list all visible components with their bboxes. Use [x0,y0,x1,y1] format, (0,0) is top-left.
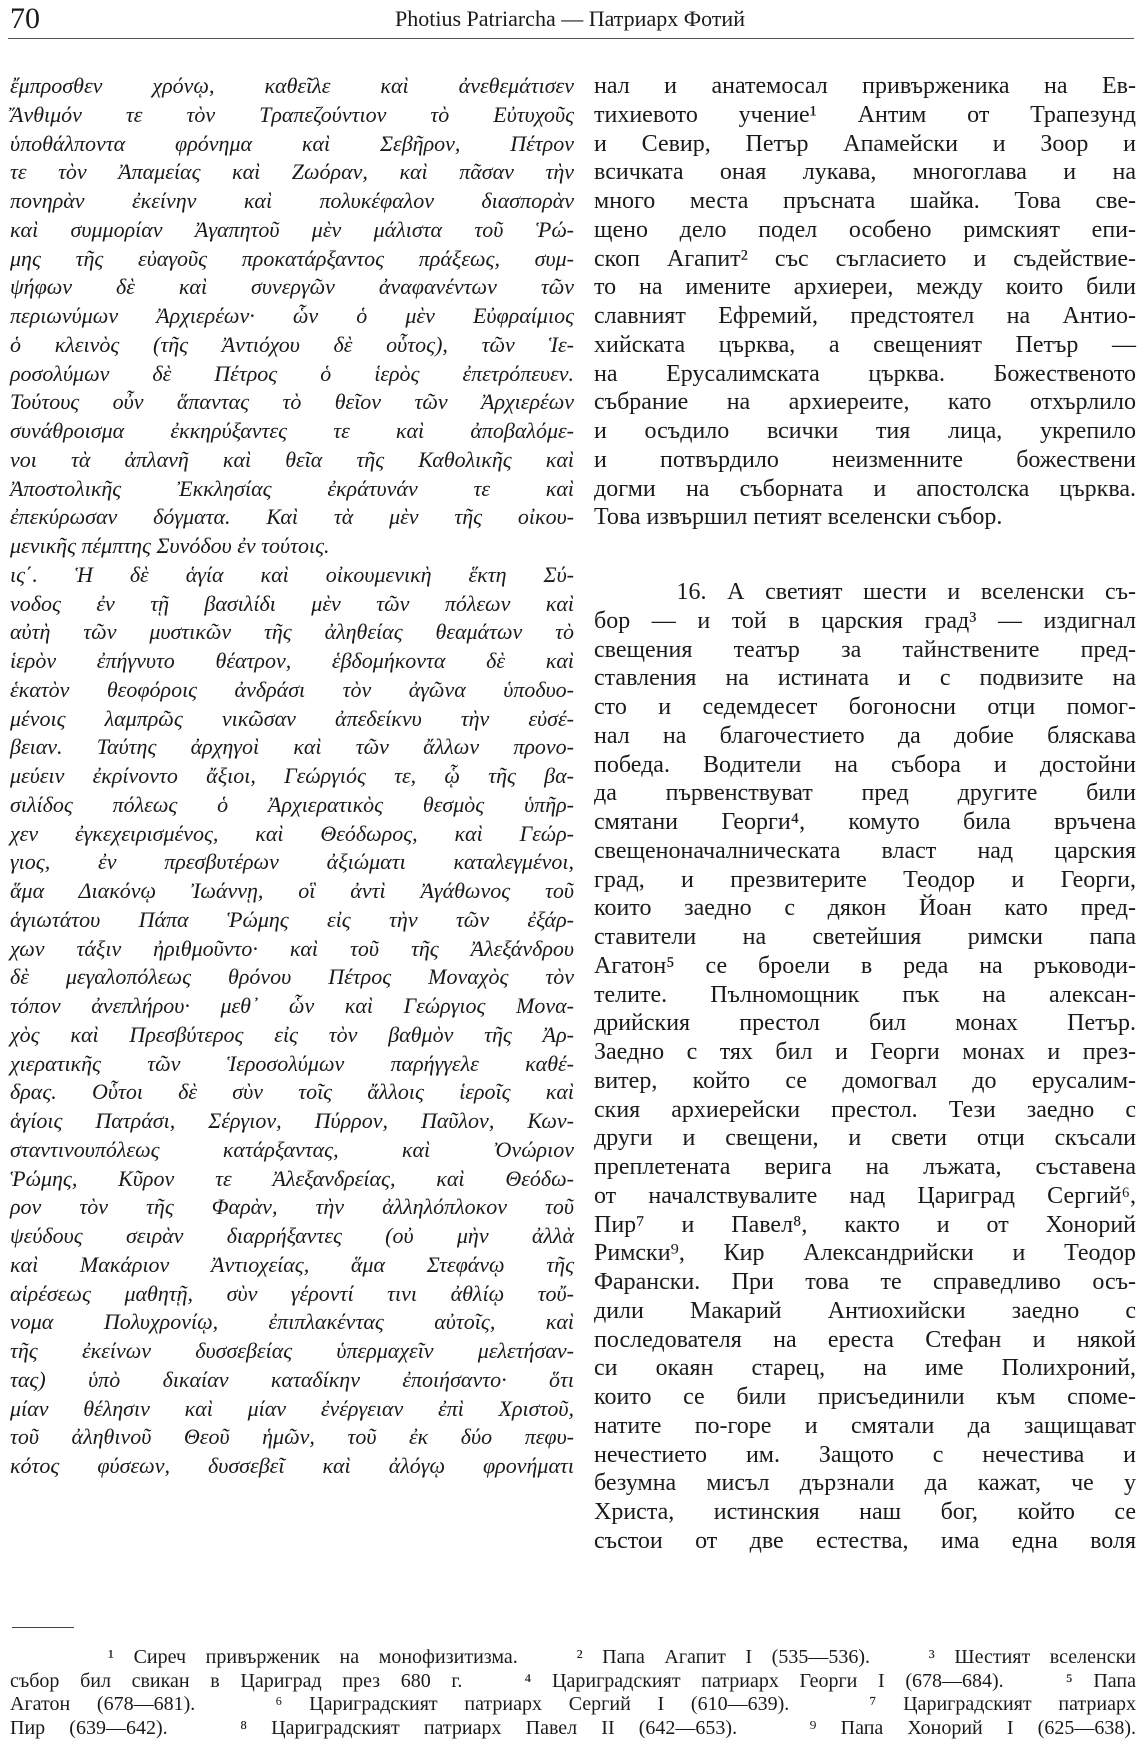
translation-line: от началствувалите над Цариград Сергий⁶, [594,1182,1136,1211]
greek-text-line: αὐτὴ τῶν μυστικῶν τῆς ἀληθείας θεαμάτων τὸ [10,618,574,647]
greek-text-line: δὲ μεγαλοπόλεως θρόνου Πέτρος Μοναχὸς τὸν [10,963,574,992]
greek-text-line: γιος, ἐν πρεσβυτέρων ἀξιώματι καταλεγμένοι, [10,848,574,877]
greek-text-line: ἁγίοις Πατράσι, Σέργιον, Πύρρον, Παῦλον, Κων- [10,1107,574,1136]
greek-text-line: ροσολύμων δὲ Πέτρος ὁ ἱερὸς ἐπετρόπευεν. [10,360,574,389]
greek-text-line: ις΄. Ἡ δὲ ἁγία καὶ οἰκουμενικὴ ἕκτη Σύ- [10,561,574,590]
greek-text-column [10,72,574,1481]
translation-line: Христа, истинския наш бог, който се [594,1498,1136,1527]
translation-line: дили Макарий Антиохийски заедно с [594,1297,1136,1326]
greek-text-line: ἑκατὸν θεοφόροις ἀνδράσι τὸν ἀγῶνα ὑποδυο- [10,676,574,705]
translation-line: телите. Пълномощник пък на алексан- [594,981,1136,1010]
translation-line: свещения театър за тайнствените пред- [594,636,1136,665]
translation-line: хийската църква, а свещеният Петър — [594,331,1136,360]
greek-text-line: ἱερὸν ἐπήγνυτο θέατρον, ἑβδομήκοντα δὲ καὶ [10,647,574,676]
translation-line: нал и анатемосал привърженика на Ев- [594,72,1136,101]
greek-text-line: περιωνύμων Ἀρχιερέων· ὧν ὁ μὲν Εὐφραίμιος [10,302,574,331]
greek-text-line: νοδος ἐν τῇ βασιλίδι μὲν τῶν πόλεων καὶ [10,590,574,619]
greek-text-line: ἔμπροσθεν χρόνῳ, καθεῖλε καὶ ἀνεθεμάτισεν [10,72,574,101]
translation-line: и Севир, Петър Апамейски и Зоор и [594,130,1136,159]
translation-line: Фарански. При това те справедливо осъ- [594,1268,1136,1297]
paragraph [594,72,1136,532]
greek-text-line: χὸς καὶ Πρεσβύτερος εἰς τὸν βαθμὸν τῆς Ἀρ- [10,1021,574,1050]
greek-text-line: κότος φύσεων, δυσσεβεῖ καὶ ἀλόγῳ φρονήματι [10,1452,574,1481]
greek-text-line: χων τάξιν ἠριθμοῦντο· καὶ τοῦ τῆς Ἀλεξάνδρου [10,935,574,964]
header-rule [8,38,1134,39]
greek-text-line: σιλίδος πόλεως ὁ Ἀρχιερατικὸς θεσμὸς ὑπῆρ- [10,791,574,820]
greek-text-line: ἁγιωτάτου Πάπα Ῥώμης εἰς τὴν τῶν ἐξάρ- [10,906,574,935]
translation-line: бор — и той в царския град³ — издигнал [594,607,1136,636]
translation-line: нал на благочестието да добие бляскава [594,722,1136,751]
translation-line: витер, който се домогвал до ерусалим- [594,1067,1136,1096]
translation-line: Това извършил петият вселенски събор. [594,503,1136,532]
translation-line: Римски⁹, Кир Александрийски и Теодор [594,1239,1136,1268]
translation-line: безумна мисъл дързнали да кажат, че у [594,1469,1136,1498]
greek-text-line: χεν ἐγκεχειρισμένος, καὶ Θεόδωρος, καὶ Γεώρ- [10,820,574,849]
translation-line: ския архиерейски престол. Тези заедно с [594,1096,1136,1125]
translation-line: славният Ефремий, предстоятел на Антио- [594,302,1136,331]
translation-line: всичката оная лукава, многоглава и на [594,158,1136,187]
translation-line: преплетената верига на лъжата, съставена [594,1153,1136,1182]
greek-text-line: ψεύδους σειρὰν διαρρήξαντες (οὐ μὴν ἀλλὰ [10,1222,574,1251]
bulgarian-translation-column [594,72,1136,1556]
running-title: Photius Patriarcha — Патриарх Фотий [0,6,1140,32]
translation-line: и осъдило всички тия лица, укрепило [594,417,1136,446]
greek-text-line: ψήφων δὲ καὶ συνεργῶν ἀναφανέντων τῶν [10,273,574,302]
page-number: 70 [10,2,40,36]
greek-text-line: μίαν θέλησιν καὶ μίαν ἐνέργειαν ἐπὶ Χριστοῦ, [10,1395,574,1424]
translation-line: то на имените архиереи, между които били [594,273,1136,302]
translation-line: натите по-горе и смятали да защищават [594,1412,1136,1441]
translation-line: на Ерусалимската църква. Божественото [594,360,1136,389]
greek-text-line: δρας. Οὗτοι δὲ σὺν τοῖς ἄλλοις ἱεροῖς καὶ [10,1078,574,1107]
greek-text-line: μεύειν ἐκρίνοντο ἄξιοι, Γεώργιός τε, ᾧ τῆς βα- [10,762,574,791]
translation-line: които заедно с дякон Йоан като пред- [594,894,1136,923]
translation-line: ставители на светейшия римски папа [594,923,1136,952]
translation-line: свещеноначалническата власт над царския [594,837,1136,866]
greek-text-line: Ῥώμης, Κῦρον τε Ἀλεξανδρείας, καὶ Θεόδω- [10,1165,574,1194]
greek-text-line: Ἀποστολικῆς Ἐκκλησίας ἐκράτυνάν τε καὶ [10,475,574,504]
greek-text-line: ἐπεκύρωσαν δόγματα. Καὶ τὰ μὲν τῆς οἰκου- [10,503,574,532]
greek-text-line: μης τῆς εὐαγοῦς προκατάρξαντος πράξεως, συμ- [10,245,574,274]
translation-line: щено дело подел особено римският епи- [594,216,1136,245]
translation-line: да първенствуват пред другите били [594,779,1136,808]
translation-line: състои от две естества, има една воля [594,1527,1136,1556]
translation-line: много места пръсната шайка. Това све- [594,187,1136,216]
greek-text-line: τοῦ ἀληθινοῦ Θεοῦ ἡμῶν, τοῦ ἐκ δύο πεφυ- [10,1423,574,1452]
translation-line: тихиевото учение¹ Антим от Трапезунд [594,101,1136,130]
translation-line: Пир⁷ и Павел⁸, както и от Хонорий [594,1211,1136,1240]
greek-text-line: ἅμα Διακόνῳ Ἰωάννῃ, οἳ ἀντὶ Ἀγάθωνος τοῦ [10,877,574,906]
paragraph [594,578,1136,1556]
translation-line: други и свещени, и свети отци скъсали [594,1124,1136,1153]
footnote-line: ¹ Сиреч привърженик на монофизитизма. ² Папа Агапит I (535—536). ³ Шестият вселенски [10,1646,1136,1670]
greek-text-line: τας) ὑπὸ δικαίαν καταδίκην ἐποιήσαντο· ὅτι [10,1366,574,1395]
translation-line: които се били присъединили към споме- [594,1383,1136,1412]
footnote-line: Агатон (678—681). ⁶ Цариградският патриарх Сергий I (610—639). ⁷ Цариградският патриарх [10,1693,1136,1717]
greek-text-line: χιερατικῆς τῶν Ἱεροσολύμων παρήγγελε καθέ- [10,1050,574,1079]
greek-text-line: μενικῆς πέμπτης Συνόδου ἐν τούτοις. [10,532,574,561]
translation-line: и потвърдило неизменните божествени [594,446,1136,475]
translation-line: догми на съборната и апостолска църква. [594,475,1136,504]
footnote-line: Пир (639—642). ⁸ Цариградският патриарх Павел II (642—653). ⁹ Папа Хонорий I (625—638). [10,1717,1136,1740]
greek-text-line: πονηρὰν ἐκείνην καὶ πολυκέφαλον διασπορὰν [10,187,574,216]
translation-line: ставления на истината и с подвизите на [594,664,1136,693]
greek-text-line: σταντινουπόλεως κατάρξαντας, καὶ Ὀνώριον [10,1136,574,1165]
greek-text-line: βειαν. Ταύτης ἀρχηγοὶ καὶ τῶν ἄλλων προνο- [10,733,574,762]
translation-line: Агатон⁵ се броели в реда на ръководи- [594,952,1136,981]
greek-text-line: αἱρέσεως μαθητῇ, σὺν γέροντί τινι ἀθλίῳ τοὔ- [10,1280,574,1309]
greek-text-line: Ἄνθιμόν τε τὸν Τραπεζούντιον τὸ Εὐτυχοῦς [10,101,574,130]
translation-line: дрийския престол бил монах Петър. [594,1009,1136,1038]
translation-line: нечестието им. Защото с нечестива и [594,1441,1136,1470]
greek-text-line: συνάθροισμα ἐκκηρύξαντες τε καὶ ἀποβαλόμε- [10,417,574,446]
translation-line: победа. Водители на събора и достойни [594,751,1136,780]
translation-line: си окаян старец, на име Полихроний, [594,1354,1136,1383]
paragraph-gap [594,532,1136,578]
translation-line: скоп Агапит² със съгласието и съдействие- [594,245,1136,274]
greek-text-line: καὶ συμμορίαν Ἀγαπητοῦ μὲν μάλιστα τοῦ Ῥώ- [10,216,574,245]
greek-text-line: ρον τὸν τῆς Φαρὰν, τὴν ἀλληλόπλοκον τοῦ [10,1193,574,1222]
greek-text-line: τῆς ἐκείνων δυσσεβείας ὑπερμαχεῖν μελετήσαν- [10,1337,574,1366]
translation-line: Заедно с тях бил и Георги монах и през- [594,1038,1136,1067]
translation-line: смятани Георги⁴, комуто била връчена [594,808,1136,837]
greek-text-line: τε τὸν Ἀπαμείας καὶ Ζωόραν, καὶ πᾶσαν τὴν [10,158,574,187]
footnote-line: събор бил свикан в Цариград през 680 г. ⁴ Цариградският патриарх Георги I (678—684). ⁵ Папа [10,1670,1136,1694]
footnote-separator [12,1627,74,1628]
greek-text-line: νομα Πολυχρονίῳ, ἐπιπλακέντας αὐτοῖς, καὶ [10,1308,574,1337]
greek-text-line: ὑποθάλποντα φρόνημα καὶ Σεβῆρον, Πέτρον [10,130,574,159]
greek-text-line: νοι τὰ ἀπλανῆ καὶ θεῖα τῆς Καθολικῆς καὶ [10,446,574,475]
greek-text-line: ὁ κλεινὸς (τῆς Ἀντιόχου δὲ οὗτος), τῶν Ἱε- [10,331,574,360]
greek-text-line: Τούτους οὖν ἅπαντας τὸ θεῖον τῶν Ἀρχιερέων [10,388,574,417]
translation-line: последователя на ереста Стефан и някой [594,1326,1136,1355]
translation-line: събрание на архиереите, като отхърлило [594,388,1136,417]
greek-text-line: μένοις λαμπρῶς νικῶσαν ἀπεδείκνυ τὴν εὐσέ- [10,705,574,734]
footnotes [10,1646,1136,1740]
translation-line: 16. А светият шести и вселенски съ- [594,578,1136,607]
greek-text-line: τόπον ἀνεπλήρου· μεθ᾽ ὧν καὶ Γεώργιος Μονα- [10,992,574,1021]
greek-text-line: καὶ Μακάριον Ἀντιοχείας, ἅμα Στεφάνῳ τῆς [10,1251,574,1280]
translation-line: сто и седемдесет богоносни отци помог- [594,693,1136,722]
translation-line: град, и презвитерите Теодор и Георги, [594,866,1136,895]
